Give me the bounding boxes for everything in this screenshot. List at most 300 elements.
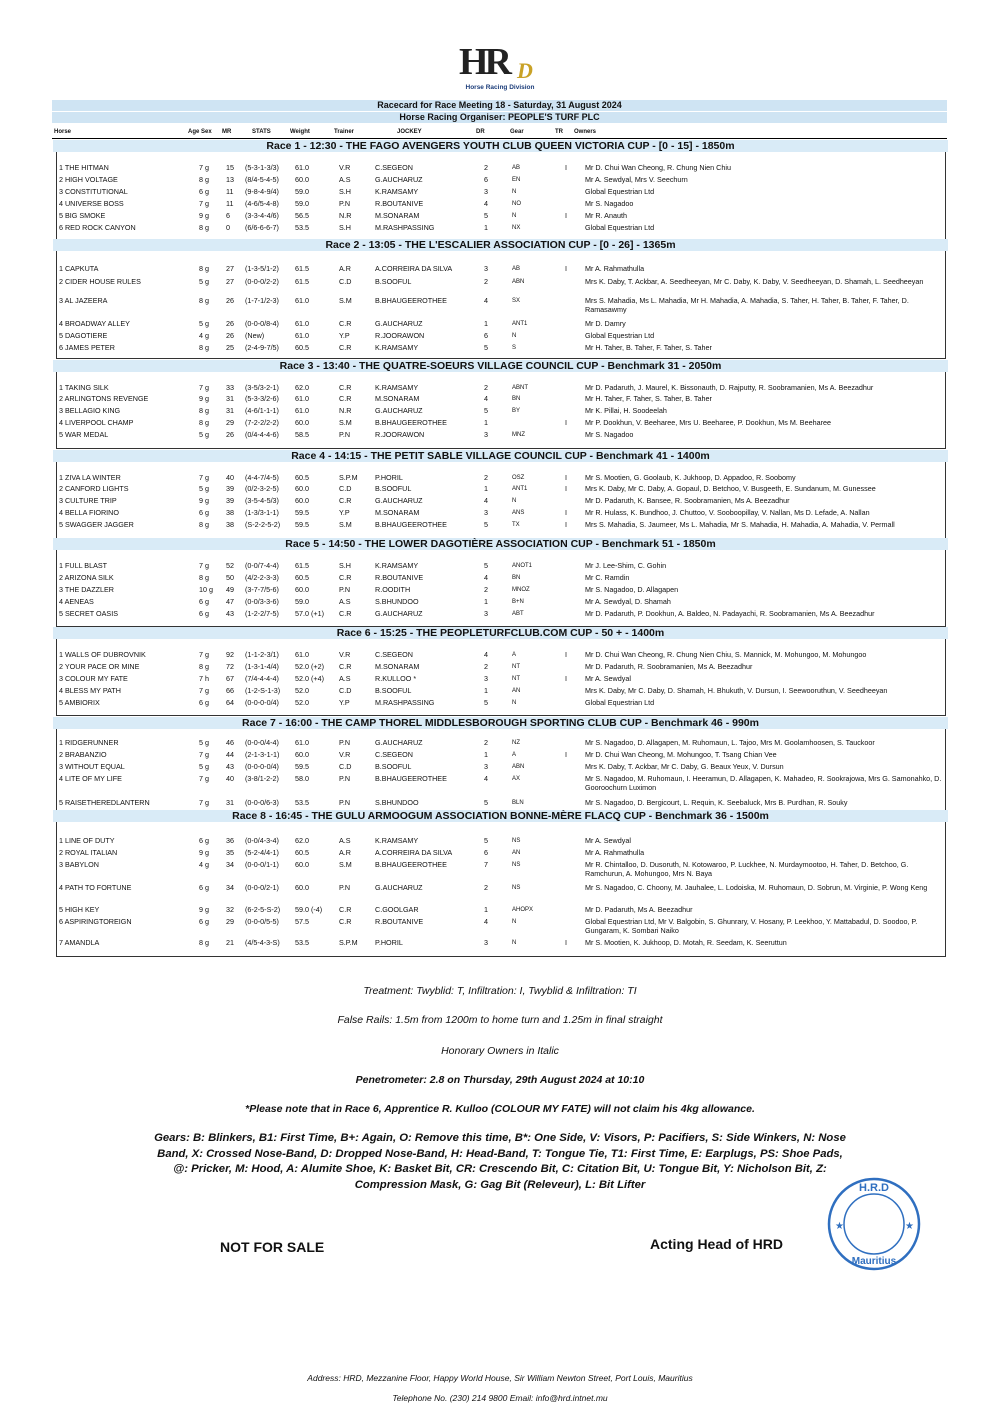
stats: (0-0-0-0/4) [245,698,279,707]
weight: 59.5 [295,762,309,771]
age-sex: 8 g [199,406,209,415]
jockey: M.SONARAM [375,508,420,517]
jockey: B.SOOFUL [375,686,412,695]
trainer: C.D [339,484,352,493]
trainer: C.D [339,686,352,695]
mr: 26 [226,331,234,340]
jockey: C.GOOLGAR [375,905,419,914]
jockey: M.SONARAM [375,662,420,671]
gear: AHOPX [512,907,534,913]
stats: (1-3-5/1-2) [245,264,279,273]
svg-text:★: ★ [905,1221,914,1232]
col-dr: DR [476,129,485,135]
draw: 3 [484,674,488,683]
mr: 32 [226,905,234,914]
draw: 2 [484,662,488,671]
stats: (6/6-6-6-7) [245,223,279,232]
horse-name: 5 RAISETHEREDLANTERN [59,798,150,807]
owners: Mrs K. Daby, Mr C. Daby, D. Shamah, H. Bhukuth, V. Dursun, I. Seewooruthun, V. Seedheeyan [585,686,888,695]
mr: 29 [226,418,234,427]
jockey: G.AUCHARUZ [375,609,423,618]
jockey: B.BHAUGEEROTHEE [375,418,447,427]
stats: (0-0/4-3-4) [245,836,279,845]
logo-letters: HR [459,41,508,83]
gear: B+N [512,599,524,605]
horse-name: 3 COLOUR MY FATE [59,674,128,683]
honorary-note: Honorary Owners in Italic [441,1045,559,1057]
horse-name: 1 FULL BLAST [59,561,108,570]
horse-name: 1 CAPKUTA [59,264,99,273]
stats: (9-8-4-9/4) [245,187,279,196]
jockey: R.JOORAWON [375,430,425,439]
gear: NO [512,201,521,207]
gear: N [512,940,517,946]
draw: 3 [484,508,488,517]
draw: 3 [484,762,488,771]
draw: 4 [484,394,488,403]
owners: Mr D. Chui Wan Cheong, R. Chung Nien Chiu [585,163,731,172]
contact-phone-email: Telephone No. (230) 214 9800 Email: info@hrd.intnet.mu [392,1393,608,1403]
col-trainer: Trainer [334,129,355,135]
owners: Mr D. Chui Wan Cheong, M. Mohungoo, T. Tsang Chian Vee [585,750,777,759]
horse-name: 4 UNIVERSE BOSS [59,199,124,208]
mr: 15 [226,163,234,172]
jockey: M.RASHPASSING [375,698,435,707]
gear: AB [512,165,521,171]
horse-name: 3 CONSTITUTIONAL [59,187,128,196]
jockey: B.BHAUGEEROTHEE [375,520,447,529]
gear: BN [512,575,521,581]
horse-name: 4 BELLA FIORINO [59,508,119,517]
stats: (3-3-4-4/6) [245,211,279,220]
treatment: I [565,520,567,529]
gear: AN [512,850,521,856]
stats: (1-2-S-1-3) [245,686,281,695]
horse-name: 3 BABYLON [59,860,99,869]
gear: AB [512,266,521,272]
treatment: I [565,650,567,659]
age-sex: 5 g [199,762,209,771]
jockey: B.SOOFUL [375,484,412,493]
svg-text:★: ★ [835,1221,844,1232]
weight: 60.5 [295,848,309,857]
age-sex: 9 g [199,848,209,857]
mr: 39 [226,484,234,493]
draw: 2 [484,738,488,747]
owners: Mr S. Nagadoo, D. Allagapen, M. Ruhomaun, L. Tajoo, Mrs M. Goolamhoosen, S. Tauckoor [585,738,875,747]
horse-name: 2 HIGH VOLTAGE [59,175,118,184]
mr: 36 [226,836,234,845]
horse-name: 2 ROYAL ITALIAN [59,848,118,857]
horse-name: 4 LIVERPOOL CHAMP [59,418,134,427]
horse-name: 2 CIDER HOUSE RULES [59,277,141,286]
owners: Mr D. Padaruth, R. Soobramanien, Ms A. Beezadhur [585,662,753,671]
gear: NZ [512,740,520,746]
draw: 6 [484,848,488,857]
mr: 11 [226,199,234,208]
gear: MNZ [512,432,525,438]
weight: 52.0 (+4) [295,674,324,683]
stats: (5-2-4/4-1) [245,848,279,857]
stats: (1-3/3-1-1) [245,508,279,517]
gear: ABN [512,279,525,285]
col-agesex: Age Sex [188,129,212,135]
gear: ABNT [512,385,529,391]
weight: 53.5 [295,223,309,232]
draw: 7 [484,860,488,869]
mr: 64 [226,698,234,707]
jockey: M.SONARAM [375,394,420,403]
owners: Mr S. Nagadoo, C. Choony, M. Jauhalee, L. Lodoiska, M. Ruhomaun, D. Sobrun, M. Virginie, P. Wong Keng [585,883,928,892]
age-sex: 8 g [199,296,209,305]
horse-name: 4 LITE OF MY LIFE [59,774,122,783]
jockey: B.BHAUGEEROTHEE [375,860,447,869]
jockey: G.AUCHARUZ [375,738,423,747]
stats: (0-0-0/1-1) [245,860,279,869]
mr: 43 [226,609,234,618]
gear: MNOZ [512,587,530,593]
stamp-top-text: H.R.D [859,1182,889,1194]
owners: Mr S. Mootien, K. Jukhoop, D. Motah, R. Seedam, K. Seeruttun [585,938,787,947]
stats: (1-3-1-4/4) [245,662,279,671]
owners: Mrs K. Daby, T. Ackbar, Mr C. Daby, G. Beaux Yeux, V. Dursun [585,762,784,771]
trainer: P.N [339,430,351,439]
race-title: Race 3 - 13:40 - THE QUATRE-SOEURS VILLAGE COUNCIL CUP - Benchmark 31 - 2050m [53,360,948,372]
mr: 26 [226,319,234,328]
weight: 59.0 [295,597,309,606]
trainer: Y.P [339,698,350,707]
mr: 31 [226,394,234,403]
false-rails-note: False Rails: 1.5m from 1200m to home turn and 1.25m in final straight [337,1014,663,1026]
gear: NT [512,676,520,682]
stats: (7/4-4-4-4) [245,674,279,683]
mr: 43 [226,762,234,771]
trainer: P.N [339,585,351,594]
horse-name: 6 RED ROCK CANYON [59,223,136,232]
stats: (4-4-7/4-5) [245,473,279,482]
weight: 62.0 [295,383,309,392]
trainer: C.R [339,662,352,671]
age-sex: 7 g [199,163,209,172]
weight: 61.0 [295,331,309,340]
stats: (4/2-2-3-3) [245,573,279,582]
horse-name: 1 WALLS OF DUBROVNIK [59,650,146,659]
draw: 2 [484,383,488,392]
treatment: I [565,484,567,493]
jockey: K.RAMSAMY [375,836,419,845]
stats: (0/4-4-4-6) [245,430,279,439]
mr: 6 [226,211,230,220]
age-sex: 6 g [199,836,209,845]
jockey: G.AUCHARUZ [375,406,423,415]
horse-name: 1 LINE OF DUTY [59,836,115,845]
weight: 61.0 [295,738,309,747]
trainer: A.S [339,597,351,606]
trainer: N.R [339,211,352,220]
gear: ANT1 [512,486,528,492]
treatment: I [565,938,567,947]
weight: 61.0 [295,394,309,403]
weight: 60.0 [295,418,309,427]
gear: N [512,498,517,504]
stats: (0-0-0/2-1) [245,883,279,892]
jockey: B.BHAUGEEROTHEE [375,296,447,305]
weight: 59.0 [295,187,309,196]
gear: N [512,213,517,219]
trainer: P.N [339,798,351,807]
owners: Mr S. Nagadoo, D. Bergicourt, L. Requin, K. Seebaluck, Mrs B. Purdhan, R. Souky [585,798,848,807]
jockey: G.AUCHARUZ [375,319,423,328]
mr: 47 [226,597,234,606]
mr: 31 [226,406,234,415]
draw: 3 [484,938,488,947]
mr: 25 [226,343,234,352]
trainer: A.S [339,674,351,683]
age-sex: 8 g [199,223,209,232]
stats: (0-0-0-0/4) [245,762,279,771]
stats: (6-2-5-S-2) [245,905,281,914]
mr: 26 [226,296,234,305]
horse-name: 5 SWAGGER JAGGER [59,520,134,529]
weight: 60.0 [295,883,309,892]
draw: 5 [484,406,488,415]
draw: 4 [484,774,488,783]
weight: 59.5 [295,520,309,529]
mr: 21 [226,938,234,947]
stats: (1-2-2/7-5) [245,609,279,618]
age-sex: 6 g [199,609,209,618]
race-title: Race 4 - 14:15 - THE PETIT SABLE VILLAGE COUNCIL CUP - Benchmark 41 - 1400m [53,450,948,462]
trainer: P.N [339,883,351,892]
owners: Mr A. Sewdyal [585,836,631,845]
mr: 46 [226,738,234,747]
owners: Mr K. Pillai, H. Soodeelah [585,406,667,415]
col-jockey: JOCKEY [397,129,422,135]
age-sex: 8 g [199,662,209,671]
weight: 61.5 [295,561,309,570]
trainer: C.R [339,609,352,618]
stats: (1-7-1/2-3) [245,296,279,305]
horse-name: 1 THE HITMAN [59,163,109,172]
draw: 1 [484,319,488,328]
jockey: B.BHAUGEEROTHEE [375,774,447,783]
horse-name: 3 BELLAGIO KING [59,406,121,415]
draw: 2 [484,277,488,286]
age-sex: 6 g [199,597,209,606]
draw: 6 [484,175,488,184]
jockey: A.CORREIRA DA SILVA [375,848,453,857]
gear: AX [512,776,521,782]
trainer: V.R [339,750,351,759]
trainer: S.H [339,223,351,232]
horse-name: 6 ASPIRINGTOREIGN [59,917,132,926]
gear: BY [512,408,521,414]
draw: 4 [484,573,488,582]
jockey: K.RAMSAMY [375,343,419,352]
weight: 61.0 [295,319,309,328]
horse-name: 4 AENEAS [59,597,94,606]
horse-name: 6 JAMES PETER [59,343,115,352]
stats: (0-0-0/8-4) [245,319,279,328]
stats: (0-0-0/4-4) [245,738,279,747]
trainer: C.R [339,917,352,926]
age-sex: 8 g [199,343,209,352]
stats: (4-6/1-1-1) [245,406,279,415]
owners: Mr D. Padaruth, J. Maurel, K. Bissonauth, D. Rajputty, R. Soobramanien, Ms A. Beezadhur [585,383,874,392]
horse-name: 4 PATH TO FORTUNE [59,883,132,892]
col-tr: TR [555,129,563,135]
stats: (4-6/5-4-8) [245,199,279,208]
draw: 4 [484,650,488,659]
stats: (3-7-7/5-6) [245,585,279,594]
owners: Global Equestrian Ltd [585,187,655,196]
age-sex: 5 g [199,738,209,747]
mr: 40 [226,473,234,482]
draw: 6 [484,331,488,340]
owners: Mr S. Nagadoo, M. Ruhomaun, I. Heeramun, D. Allagapen, K. Mahadeo, R. Sookrajowa, Mrs G. Samonahko, D. Gooroochurn Luximon [585,774,942,792]
draw: 5 [484,836,488,845]
owners: Mr D. Chui Wan Cheong, R. Chung Nien Chiu, S. Mannick, M. Mohungoo, M. Mohungoo [585,650,867,659]
gear: EN [512,177,521,183]
age-sex: 7 g [199,199,209,208]
gears-legend: Gears: B: Blinkers, B1: First Time, B+: Again, O: Remove this time, B*: One Side, V: Visors, P: Pacifiers, S: Side Winkers, N: Nose Band, X: Crossed Nose-Band, D: Dropped Nose-Band, H: Head-Band, T: Tongue Tie, T1: First Time, E: Earplugs, PS: Shoe Pads, @: Pricker, M: Hood, A: Alumite Shoe, K: Basket Bit, CR: Crescendo Bit, C: Citation Bit, U: Tongue Bit, Y: Nicholson Bit, Z: Compression Mask, G: Gag Bit (Releveur), L: Bit Lifter [154,1132,846,1191]
mr: 52 [226,561,234,570]
gear: NS [512,838,521,844]
owners: Mr C. Ramdin [585,573,630,582]
trainer: S.M [339,520,352,529]
weight: 60.5 [295,473,309,482]
mr: 72 [226,662,234,671]
horse-name: 5 WAR MEDAL [59,430,109,439]
jockey: P.HORIL [375,938,403,947]
gear: SX [512,298,521,304]
race-block-4 [56,450,946,539]
mr: 0 [226,223,230,232]
stats: (2-4-9-7/5) [245,343,279,352]
draw: 2 [484,883,488,892]
horse-name: 5 SECRET OASIS [59,609,118,618]
not-for-sale: NOT FOR SALE [220,1239,325,1255]
mr: 50 [226,573,234,582]
draw: 1 [484,597,488,606]
mr: 27 [226,277,234,286]
gear: NS [512,862,521,868]
mr: 39 [226,496,234,505]
racecard-title: Racecard for Race Meeting 18 - Saturday, 31 August 2024 [52,100,947,111]
age-sex: 9 g [199,394,209,403]
treatment: I [565,750,567,759]
draw: 5 [484,798,488,807]
treatment: I [565,473,567,482]
jockey: K.RAMSAMY [375,187,419,196]
jockey: R.BOUTANIVE [375,917,424,926]
jockey: C.SEGEON [375,750,413,759]
trainer: C.R [339,319,352,328]
weight: 60.5 [295,573,309,582]
stats: (7-2-2/2-2) [245,418,279,427]
gear: BLN [512,800,524,806]
col-owners: Owners [574,129,597,135]
race-block-7 [56,717,946,814]
race-block-5 [56,538,946,627]
horse-name: 3 CULTURE TRIP [59,496,117,505]
stats: (5-3-1-3/3) [245,163,279,172]
race-title: Race 8 - 16:45 - THE GULU ARMOOGUM ASSOCIATION BONNE-MÈRE FLACQ CUP - Benchmark 36 - 1500m [53,810,948,822]
col-stats: STATS [252,129,271,135]
trainer: Y.P [339,508,350,517]
weight: 60.0 [295,585,309,594]
jockey: C.SEGEON [375,650,413,659]
weight: 60.0 [295,484,309,493]
mr: 38 [226,520,234,529]
race-title: Race 7 - 16:00 - THE CAMP THOREL MIDDLESBOROUGH SPORTING CLUB CUP - Benchmark 46 - 990m [53,717,948,729]
mr: 66 [226,686,234,695]
weight: 59.0 [295,199,309,208]
race-title: Race 1 - 12:30 - THE FAGO AVENGERS YOUTH CLUB QUEEN VICTORIA CUP - [0 - 15] - 1850m [53,140,948,152]
age-sex: 5 g [199,277,209,286]
weight: 62.0 [295,836,309,845]
mr: 13 [226,175,234,184]
mr: 35 [226,848,234,857]
trainer: A.R [339,848,351,857]
jockey: M.RASHPASSING [375,223,435,232]
logo-d: D [517,58,533,83]
jockey: C.SEGEON [375,163,413,172]
stats: (3-5-4-5/3) [245,496,279,505]
horse-name: 5 AMBIORIX [59,698,100,707]
draw: 4 [484,296,488,305]
age-sex: 9 g [199,905,209,914]
trainer: S.M [339,860,352,869]
weight: 52.0 [295,686,309,695]
jockey: B.SOOFUL [375,762,412,771]
gear: N [512,189,517,195]
gear: NT [512,664,520,670]
trainer: S.M [339,418,352,427]
owners: Global Equestrian Ltd, Mr V. Balgobin, S. Ghunrary, V. Hosany, P. Leekhoo, Y. Mattabadul, D. Soodoo, P. Gungaram, K. Sombari Naiko [585,917,918,935]
weight: 61.0 [295,296,309,305]
weight: 61.5 [295,277,309,286]
trainer: P.N [339,199,351,208]
weight: 61.0 [295,406,309,415]
gear: S [512,345,517,351]
stats: (0-0-0/2-2) [245,277,279,286]
owners: Mr S. Mootien, G. Goolaub, K. Jukhoop, D. Appadoo, R. Soobomy [585,473,796,482]
trainer: S.H [339,187,351,196]
weight: 52.0 [295,698,309,707]
trainer: C.R [339,496,352,505]
weight: 60.0 [295,175,309,184]
mr: 29 [226,917,234,926]
horse-name: 5 DAGOTIERE [59,331,108,340]
trainer: A.R [339,264,351,273]
jockey: P.HORIL [375,473,403,482]
age-sex: 6 g [199,698,209,707]
jockey: B.SOOFUL [375,277,412,286]
stats: (New) [245,331,265,340]
draw: 5 [484,520,488,529]
horse-name: 3 AL JAZEERA [59,296,108,305]
horse-name: 5 HIGH KEY [59,905,100,914]
age-sex: 7 g [199,561,209,570]
stats: (0-0-0/6-3) [245,798,279,807]
jockey: K.RAMSAMY [375,561,419,570]
jockey: R.BOUTANIVE [375,199,424,208]
mr: 49 [226,585,234,594]
owners: Mr A. Sewdyal [585,674,631,683]
gear: ABN [512,764,525,770]
horse-name: 3 WITHOUT EQUAL [59,762,125,771]
